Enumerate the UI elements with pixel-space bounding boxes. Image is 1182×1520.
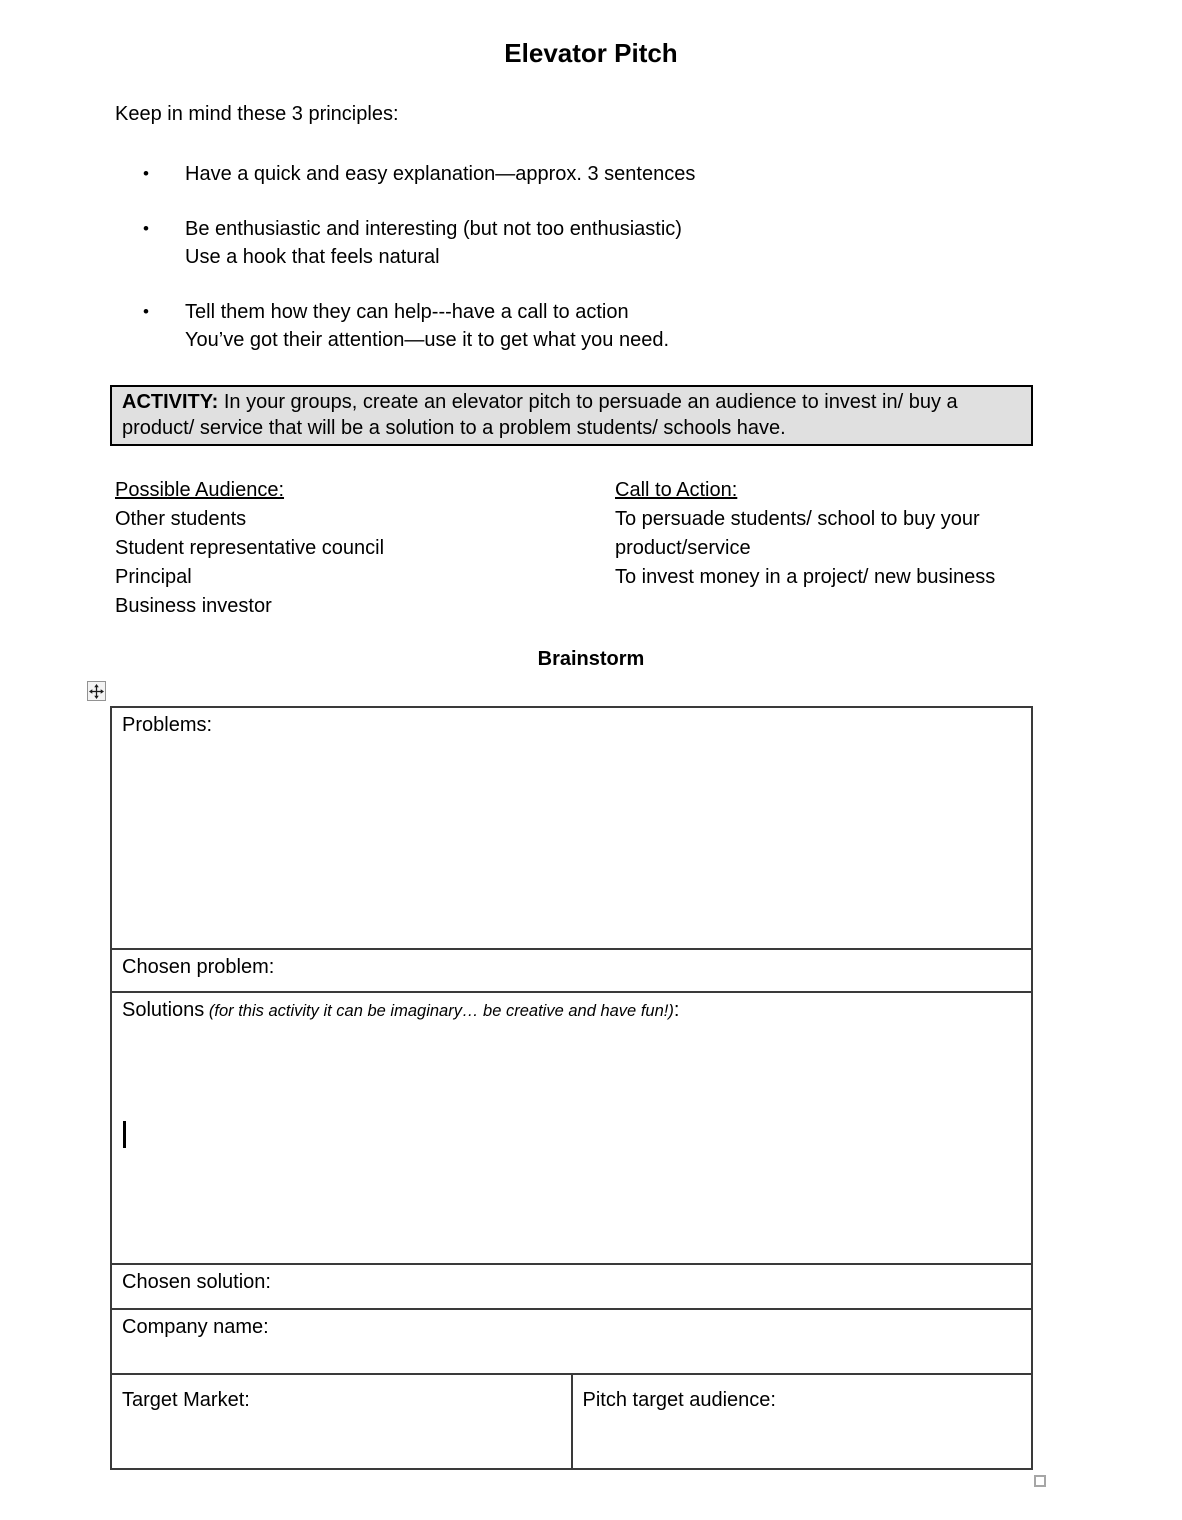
solutions-note: (for this activity it can be imaginary… be creative and have fun!) (204, 1002, 674, 1020)
list-item (143, 298, 1023, 354)
audience-item: Other students (115, 508, 247, 530)
audience-heading: Possible Audience: (115, 479, 285, 501)
bullet-icon: • (143, 164, 149, 183)
brainstorm-heading: Brainstorm (537, 648, 645, 670)
principle-line: Tell them how they can help---have a call to action (185, 301, 629, 323)
audience-item: Business investor (115, 595, 272, 617)
chosen-problem-cell[interactable] (111, 949, 1032, 992)
bullet-icon: • (143, 302, 149, 321)
pitch-target-audience-cell[interactable] (572, 1374, 1033, 1469)
pitch-target-label: Pitch target audience: (582, 1389, 776, 1411)
table-row (111, 992, 1032, 1264)
target-market-cell[interactable] (111, 1374, 572, 1469)
chosen-problem-label: Chosen problem: (122, 956, 275, 978)
chosen-solution-label: Chosen solution: (122, 1271, 271, 1293)
table-row (111, 1309, 1032, 1374)
principle-line: Be enthusiastic and interesting (but not too enthusiastic) (185, 218, 682, 240)
principle-line: Use a hook that feels natural (185, 246, 440, 268)
principle-line: You’ve got their attention—use it to get what you need. (185, 329, 670, 351)
solutions-colon: : (673, 999, 680, 1021)
table-resize-handle[interactable] (1034, 1475, 1046, 1487)
audience-item: Student representative council (115, 537, 385, 559)
table-row (111, 1374, 1032, 1469)
cta-item: To invest money in a project/ new business (615, 566, 996, 588)
cta-item: To persuade students/ school to buy your product/service (615, 508, 980, 559)
text-cursor (123, 1121, 126, 1148)
problems-label: Problems: (122, 714, 213, 736)
audience-item: Principal (115, 566, 192, 588)
activity-text: In your groups, create an elevator pitch to persuade an audience to invest in/ buy a product/ service that will be a solution to a problem students/ schools have. (122, 391, 958, 439)
brainstorm-table (110, 706, 1033, 1470)
list-item (143, 215, 1023, 271)
move-icon (89, 684, 104, 699)
principles-list (143, 160, 1023, 381)
activity-callout (110, 385, 1033, 446)
call-to-action-column (615, 476, 1045, 592)
bullet-icon: • (143, 219, 149, 238)
chosen-solution-cell[interactable] (111, 1264, 1032, 1309)
target-market-label: Target Market: (122, 1389, 250, 1411)
activity-label: ACTIVITY: (122, 391, 219, 413)
page-title: Elevator Pitch (504, 38, 678, 68)
solutions-cell[interactable] (111, 992, 1032, 1264)
table-move-handle[interactable] (87, 681, 106, 701)
table-row (111, 949, 1032, 992)
solutions-label: Solutions (122, 999, 205, 1021)
possible-audience-column (115, 476, 585, 621)
company-name-cell[interactable] (111, 1309, 1032, 1374)
table-row (111, 1264, 1032, 1309)
list-item (143, 160, 1023, 188)
company-name-label: Company name: (122, 1316, 269, 1338)
principle-line: Have a quick and easy explanation—approx. 3 sentences (185, 163, 696, 185)
problems-cell[interactable] (111, 707, 1032, 949)
table-row (111, 707, 1032, 949)
intro-text: Keep in mind these 3 principles: (115, 103, 399, 125)
cta-heading: Call to Action: (615, 479, 738, 501)
